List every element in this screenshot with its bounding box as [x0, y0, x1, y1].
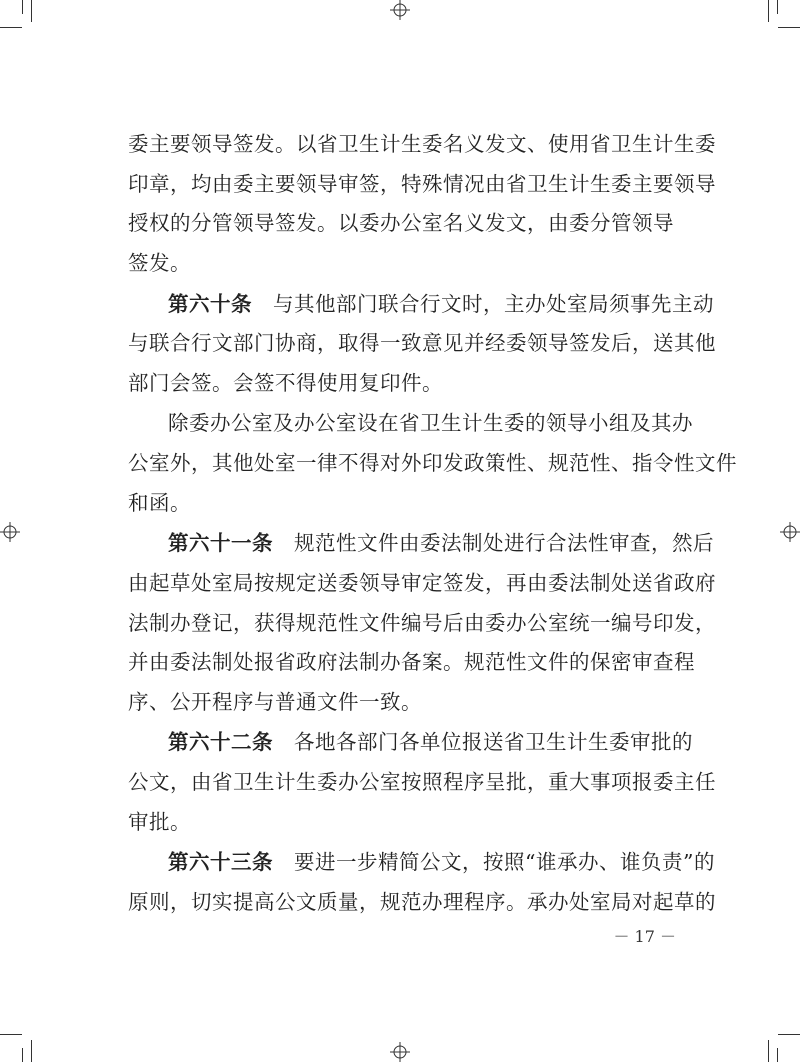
text-line [128, 805, 674, 839]
article-gap [252, 292, 273, 316]
line-text: 与联合行文部门协商，取得一致意见并经委领导签发后，送其他 [128, 331, 716, 355]
article-gap [273, 531, 294, 555]
text-line [128, 366, 674, 400]
article-gap [273, 850, 294, 874]
crop-mark [31, 1040, 32, 1062]
line-text: 委主要领导签发。以省卫生计生委名义发文、使用省卫生计生委 [128, 132, 716, 156]
text-line [128, 246, 674, 280]
crop-mark [22, 1048, 23, 1062]
text-line [168, 287, 714, 321]
text-line [168, 526, 714, 560]
line-text: 签发。 [128, 251, 191, 275]
text-line [168, 406, 693, 440]
article-label: 第六十三条 [168, 850, 273, 874]
text-line [168, 725, 693, 759]
text-line [168, 845, 715, 879]
crop-mark [777, 0, 778, 14]
line-text: 与其他部门联合行文时，主办处室局须事先主动 [273, 292, 714, 316]
article-gap [273, 730, 294, 754]
line-text: 原则，切实提高公文质量，规范办理程序。承办处室局对起草的 [128, 890, 716, 914]
line-text: 印章，均由委主要领导审签，特殊情况由省卫生计生委主要领导 [128, 172, 716, 196]
line-text: 规范性文件由委法制处进行合法性审查，然后 [294, 531, 714, 555]
crop-mark [778, 1034, 800, 1035]
crop-mark [777, 1048, 778, 1062]
document-body [128, 0, 737, 1062]
text-line [128, 446, 737, 480]
line-text: 除委办公室及办公室设在省卫生计生委的领导小组及其办 [168, 411, 693, 435]
text-line [128, 765, 716, 799]
line-text: 法制办登记，获得规范性文件编号后由委办公室统一编号印发， [128, 611, 716, 635]
crop-mark [768, 0, 769, 22]
text-line [128, 885, 716, 919]
line-text: 各地各部门各单位报送省卫生计生委审批的 [294, 730, 693, 754]
crop-mark [22, 0, 23, 14]
line-text: 部门会签。会签不得使用复印件。 [128, 371, 443, 395]
crop-mark [778, 27, 800, 28]
registration-mark-left [0, 522, 20, 542]
text-line [128, 486, 674, 520]
line-text: 公室外，其他处室一律不得对外印发政策性、规范性、指令性文件 [128, 451, 737, 475]
text-line [128, 127, 716, 161]
text-line [128, 685, 674, 719]
crop-mark [31, 0, 32, 22]
text-line [128, 167, 716, 201]
page-number: － 17 － [613, 927, 676, 946]
article-label: 第六十二条 [168, 730, 273, 754]
text-line [128, 606, 716, 640]
line-text: 公文，由省卫生计生委办公室按照程序呈批，重大事项报委主任 [128, 770, 716, 794]
crop-mark [0, 27, 22, 28]
article-label: 第六十条 [168, 292, 252, 316]
text-line [128, 326, 716, 360]
crop-mark [0, 1034, 22, 1035]
line-text: 审批。 [128, 810, 191, 834]
line-text: 要进一步精简公文，按照“谁承办、谁负责”的 [294, 850, 715, 874]
line-text: 由起草处室局按规定送委领导审定签发，再由委法制处送省政府 [128, 571, 716, 595]
line-text: 和函。 [128, 491, 191, 515]
text-line [128, 206, 674, 240]
crop-mark [768, 1040, 769, 1062]
text-line [128, 566, 716, 600]
text-line [128, 645, 695, 679]
line-text: 并由委法制处报省政府法制办备案。规范性文件的保密审查程 [128, 650, 695, 674]
registration-mark-right [780, 522, 800, 542]
line-text: 序、公开程序与普通文件一致。 [128, 690, 422, 714]
line-text: 授权的分管领导签发。以委办公室名义发文，由委分管领导 [128, 211, 674, 235]
article-label: 第六十一条 [168, 531, 273, 555]
